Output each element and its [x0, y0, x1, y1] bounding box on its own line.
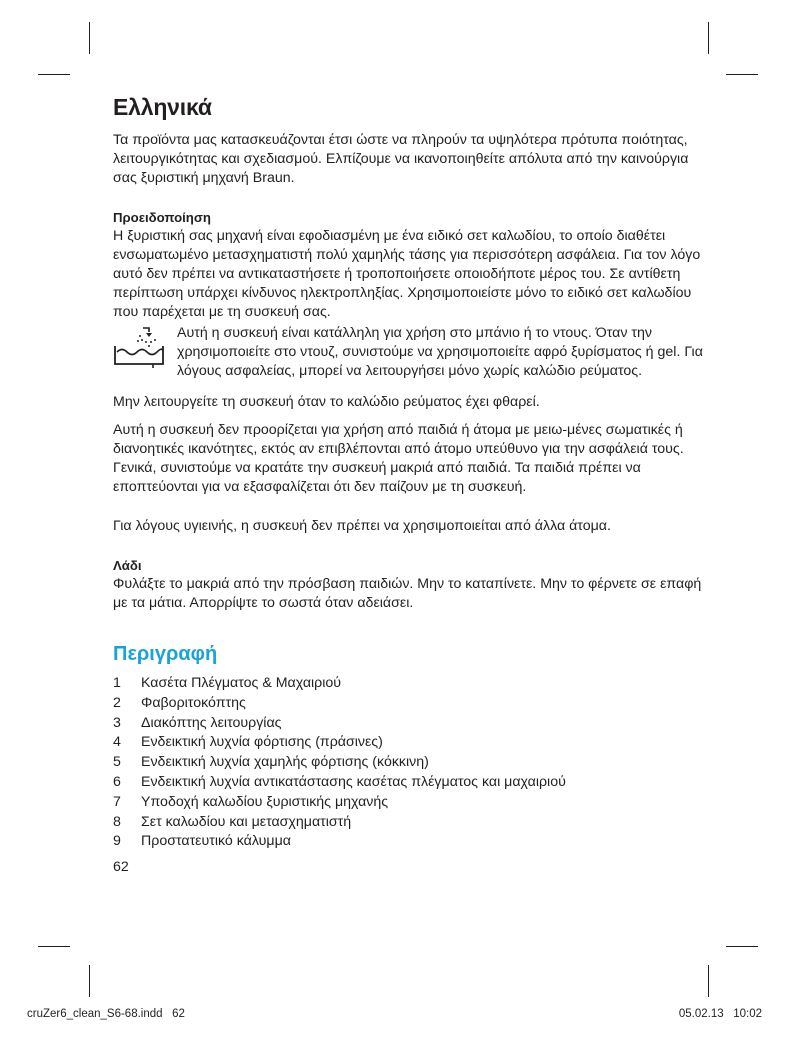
shower-note-block: [113, 324, 703, 381]
parts-list: [113, 674, 703, 852]
damaged-cord-paragraph: Μην λειτουργείτε τη συσκευή όταν το καλώδιο ρεύματος έχει φθαρεί.: [113, 394, 540, 410]
crop-mark: [726, 946, 758, 947]
description-heading: Περιγραφή: [113, 643, 218, 665]
page-title: Ελληνικά: [113, 94, 212, 120]
intro-paragraph: Τα προϊόντα μας κατασκευάζονται έτσι ώστε να πληρούν τα υψηλότερα πρότυπα ποιότητας, λειτουργικότητας και σχεδιασμού. Ελπίζουμε να ικανοποιηθείτε απόλυτα από την καινούργια σας ξυριστική μηχανή Braun.: [113, 132, 689, 186]
list-item: 8 Σετ καλωδίου και μετασχηματιστή: [113, 813, 352, 830]
shower-note: Αυτή η συσκευή είναι κατάλληλη για χρήση στο μπάνιο ή το ντους. Όταν την χρησιμοποιείτε στο ντουζ, συνιστούμε να χρησιμοποιείτε αφρό ξυρίσματος ή gel. Για λόγους ασφαλείας, μπορεί να λειτουργήσει μόνο χωρίς καλώδιο ρεύματος.: [177, 325, 703, 379]
list-item: 9 Προστατευτικό κάλυμμα: [113, 833, 291, 850]
hygiene-paragraph: Για λόγους υγιεινής, η συσκευή δεν πρέπει να χρησιμοποιείται από άλλα άτομα.: [113, 518, 611, 534]
warning-heading: Προειδοποίηση: [113, 210, 211, 225]
crop-mark: [726, 74, 758, 75]
crop-mark: [38, 946, 70, 947]
crop-mark: [708, 965, 709, 997]
list-item: 2 Φαβοριτοκόπτης: [113, 694, 246, 711]
list-item: 1 Κασέτα Πλέγματος & Μαχαιριού: [113, 675, 342, 691]
crop-mark: [89, 22, 90, 54]
list-item: 7 Υποδοχή καλωδίου ξυριστικής μηχανής: [113, 793, 389, 810]
page-content: [113, 92, 703, 877]
shower-bath-icon: [113, 324, 165, 368]
warning-paragraph: Η ξυριστική σας μηχανή είναι εφοδιασμένη με ένα ειδικό σετ καλωδίου, το οποίο διαθέτει ενσωματωμένο μετασχηματιστή πολύ χαμηλής τάσης για περισσότερη ασφάλεια. Για τον λόγο αυτό δεν πρέπει να αντικαταστήσετε ή τροποποιήσετε οποιοδήποτε μέρος του. Σε αντίθετη περίπτωση υπάρχει κίνδυνος ηλεκτροπληξίας. Χρησιμοποιείστε μόνο το ειδικό σετ καλωδίου που παρέχεται με τη συσκευή σας.: [113, 228, 701, 320]
footer-datetime: 05.02.13 10:02: [678, 1008, 762, 1020]
crop-mark: [89, 965, 90, 997]
crop-mark: [38, 74, 70, 75]
crop-mark: [708, 22, 709, 54]
list-item: 5 Ενδεικτική λυχνία χαμηλής φόρτισης (κόκκινη): [113, 754, 429, 771]
list-item: 6 Ενδεικτική λυχνία αντικατάστασης κασέτας πλέγματος και μαχαιριού: [113, 773, 566, 790]
footer-file-info: cruZer6_clean_S6-68.indd 62: [27, 1008, 185, 1020]
oil-heading: Λάδι: [113, 558, 142, 573]
page-number: 62: [113, 859, 129, 876]
list-item: 4 Ενδεικτική λυχνία φόρτισης (πράσινες): [113, 734, 383, 751]
oil-paragraph: Φυλάξτε το μακριά από την πρόσβαση παιδιών. Μην το καταπίνετε. Μην το φέρνετε σε επαφή με τα μάτια. Απορρίψτε το σωστά όταν αδειάσει.: [113, 576, 702, 611]
list-item: 3 Διακόπτης λειτουργίας: [113, 714, 282, 731]
children-paragraph: Αυτή η συσκευή δεν προορίζεται για χρήση από παιδιά ή άτομα με μειω-μένες σωματικές ή διανοητικές ικανότητες, εκτός αν επιβλέπονται από άτομο υπεύθυνο για την ασφάλειά τους. Γενικά, συνιστούμε να κρατάτε την συσκευή μακριά από παιδιά. Τα παιδιά πρέπει να εποπτεύονται για να εξασφαλίζεται ότι δεν παίζουν με τη συσκευή.: [113, 422, 684, 495]
